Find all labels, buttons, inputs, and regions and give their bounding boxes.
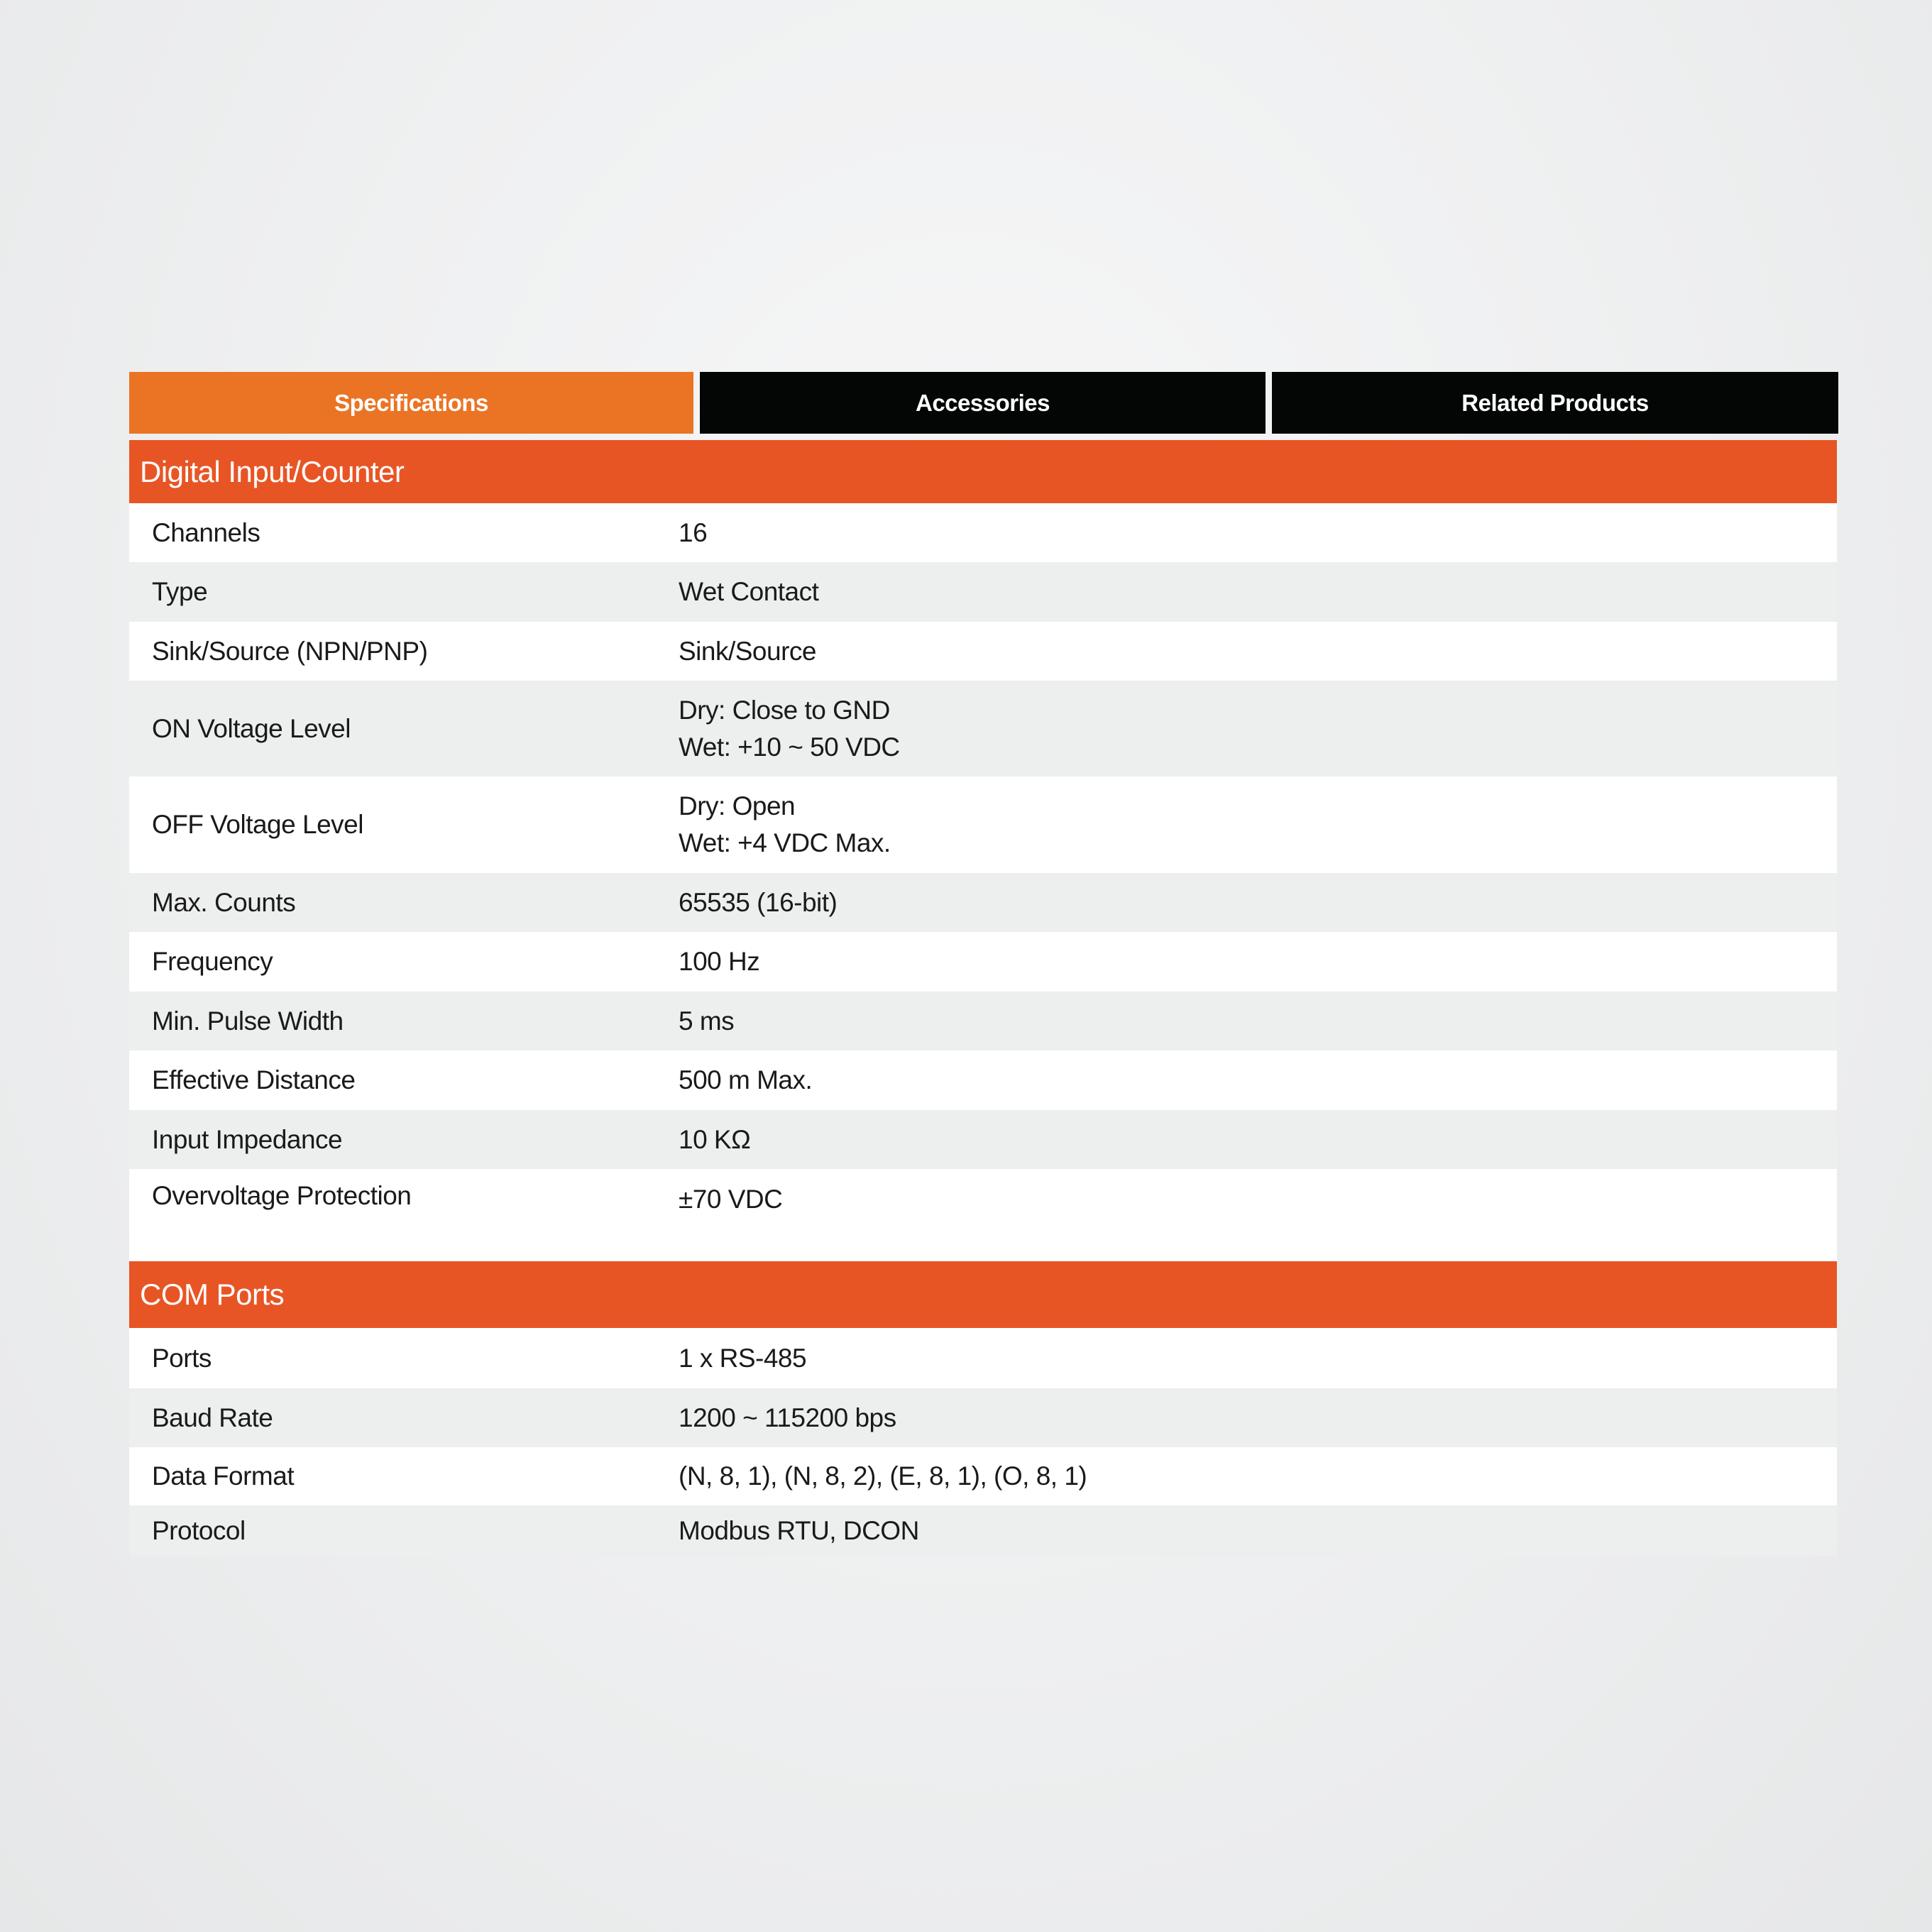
row-label: Effective Distance — [152, 1065, 356, 1094]
row-label: Channels — [152, 517, 260, 547]
row-value: 5 ms — [679, 1006, 735, 1036]
section-title: Digital Input/Counter — [140, 454, 405, 488]
table-row — [129, 1447, 1837, 1505]
row-value — [679, 692, 1837, 766]
value-line: Wet: +10 ~ 50 VDC — [679, 732, 900, 762]
tab-bar — [129, 372, 1838, 434]
value-line: Dry: Open — [679, 791, 796, 820]
row-label: Sink/Source (NPN/PNP) — [152, 636, 428, 666]
table-row — [129, 1169, 1837, 1261]
row-value: 1200 ~ 115200 bps — [679, 1403, 896, 1432]
tab-label: Specifications — [334, 389, 488, 416]
row-value: 10 KΩ — [679, 1124, 751, 1154]
tab-specifications[interactable] — [129, 372, 693, 434]
row-label: Baud Rate — [152, 1403, 273, 1432]
row-value: Wet Contact — [679, 577, 819, 606]
row-label: ON Voltage Level — [152, 713, 351, 743]
table-row — [129, 932, 1837, 992]
tab-label: Related Products — [1461, 389, 1649, 416]
row-label: Ports — [152, 1343, 212, 1373]
table-row — [129, 1505, 1837, 1557]
row-label: Input Impedance — [152, 1124, 343, 1154]
table-row — [129, 681, 1837, 776]
row-value: Modbus RTU, DCON — [679, 1516, 919, 1545]
row-label: Max. Counts — [152, 887, 296, 917]
section-title: COM Ports — [140, 1278, 285, 1311]
table-row — [129, 622, 1837, 681]
table-row — [129, 873, 1837, 932]
table-row — [129, 1050, 1837, 1110]
row-label: Frequency — [152, 947, 273, 976]
value-line: Dry: Close to GND — [679, 695, 890, 725]
tab-label: Accessories — [916, 389, 1050, 416]
row-value: 65535 (16-bit) — [679, 887, 838, 917]
row-label: Min. Pulse Width — [152, 1006, 344, 1036]
table-row — [129, 562, 1837, 622]
row-value: 500 m Max. — [679, 1065, 813, 1094]
table-row — [129, 1328, 1837, 1388]
row-value: 100 Hz — [679, 947, 760, 976]
value-line: Wet: +4 VDC Max. — [679, 828, 891, 857]
row-value: Sink/Source — [679, 636, 816, 666]
row-label: OFF Voltage Level — [152, 810, 363, 839]
row-label: Type — [152, 577, 208, 606]
specifications-table — [129, 440, 1837, 1557]
table-row — [129, 1388, 1837, 1447]
row-value: (N, 8, 1), (N, 8, 2), (E, 8, 1), (O, 8, 1) — [679, 1461, 1087, 1491]
tab-accessories[interactable] — [700, 372, 1266, 434]
row-label: Overvoltage Protection — [152, 1181, 412, 1210]
table-row — [129, 992, 1837, 1050]
row-value: 16 — [679, 517, 708, 547]
row-value — [679, 788, 1837, 862]
row-value: 1 x RS-485 — [679, 1343, 807, 1373]
row-label: Protocol — [152, 1516, 246, 1545]
table-row — [129, 503, 1837, 562]
tab-related-products[interactable] — [1272, 372, 1838, 434]
table-row — [129, 776, 1837, 873]
table-row — [129, 1110, 1837, 1169]
section-header-digital-input — [129, 440, 1837, 503]
section-header-com-ports — [129, 1261, 1837, 1328]
row-label: Data Format — [152, 1461, 295, 1491]
row-value: ±70 VDC — [679, 1185, 783, 1214]
